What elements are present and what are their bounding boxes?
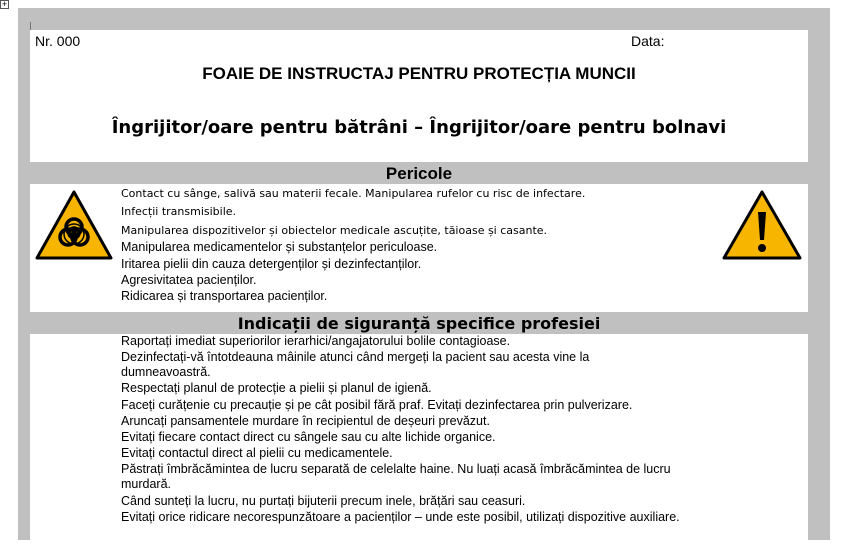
date-label: Data: <box>631 33 665 49</box>
document-subtitle: Îngrijitor/oare pentru bătrâni – Îngrijitor/oare pentru bolnavi <box>111 117 727 138</box>
instruction-item: Când sunteți la lucru, nu purtați bijuterii precum inele, brățări sau ceasuri. <box>121 494 526 508</box>
instructions-section <box>30 334 808 544</box>
instruction-item: Dezinfectați-vă întotdeauna mâinile atunci când mergeți la pacient sau acesta vine la dumneavoastră. <box>121 350 590 379</box>
instruction-item: Evitați fiecare contact direct cu sângele sau cu alte lichide organice. <box>121 430 496 444</box>
hazard-item: Manipularea dispozitivelor și obiectelor medicale ascuțite, tăioase și casante. <box>121 224 548 237</box>
header-section <box>30 30 808 162</box>
instruction-item: Respectați planul de protecție a pielii și planul de igienă. <box>121 381 432 395</box>
hazards-heading: Pericole <box>385 164 453 183</box>
instruction-item: Faceți curățenie cu precauție și pe cât posibil fără praf. Evitați dezinfectarea prin pulverizare. <box>121 398 633 412</box>
hazard-item: Iritarea pielii din cauza detergenților și dezinfectanților. <box>121 257 422 271</box>
document-number: Nr. 000 <box>35 33 81 49</box>
hazard-item: Ridicarea și transportarea pacienților. <box>121 289 328 303</box>
hazard-item: Agresivitatea pacienților. <box>121 273 257 287</box>
document-title: FOAIE DE INSTRUCTAJ PENTRU PROTECȚIA MUNCII <box>202 64 636 83</box>
hazard-item: Manipularea medicamentelor și substanțelor periculoase. <box>121 240 438 254</box>
instruction-item: Evitați orice ridicare necorespunzătoare a pacienților – unde este posibil, utilizați dispozitive auxiliare. <box>121 510 680 524</box>
instruction-item: Aruncați pansamentele murdare în recipientul de deșeuri prevăzut. <box>121 414 490 428</box>
instructions-heading: Indicații de siguranță specifice profesiei <box>237 314 601 333</box>
hazards-section <box>30 184 808 312</box>
hazard-item: Infecții transmisibile. <box>121 205 237 218</box>
document-page <box>18 8 830 540</box>
table-move-handle[interactable]: + <box>1 0 8 9</box>
hazard-item: Contact cu sânge, salivă sau materii fecale. Manipularea rufelor cu risc de infectare. <box>121 187 586 200</box>
instruction-item: Păstrați îmbrăcămintea de lucru separată de celelalte haine. Nu luați acasă îmbrăcămintea de lucru murdară. <box>121 462 671 491</box>
warning-icon <box>722 190 802 260</box>
biohazard-icon <box>35 190 113 260</box>
instruction-item: Raportați imediat superiorilor ierarhici/angajatorului bolile contagioase. <box>121 334 511 348</box>
instruction-item: Evitați contactul direct al pielii cu medicamentele. <box>121 446 393 460</box>
